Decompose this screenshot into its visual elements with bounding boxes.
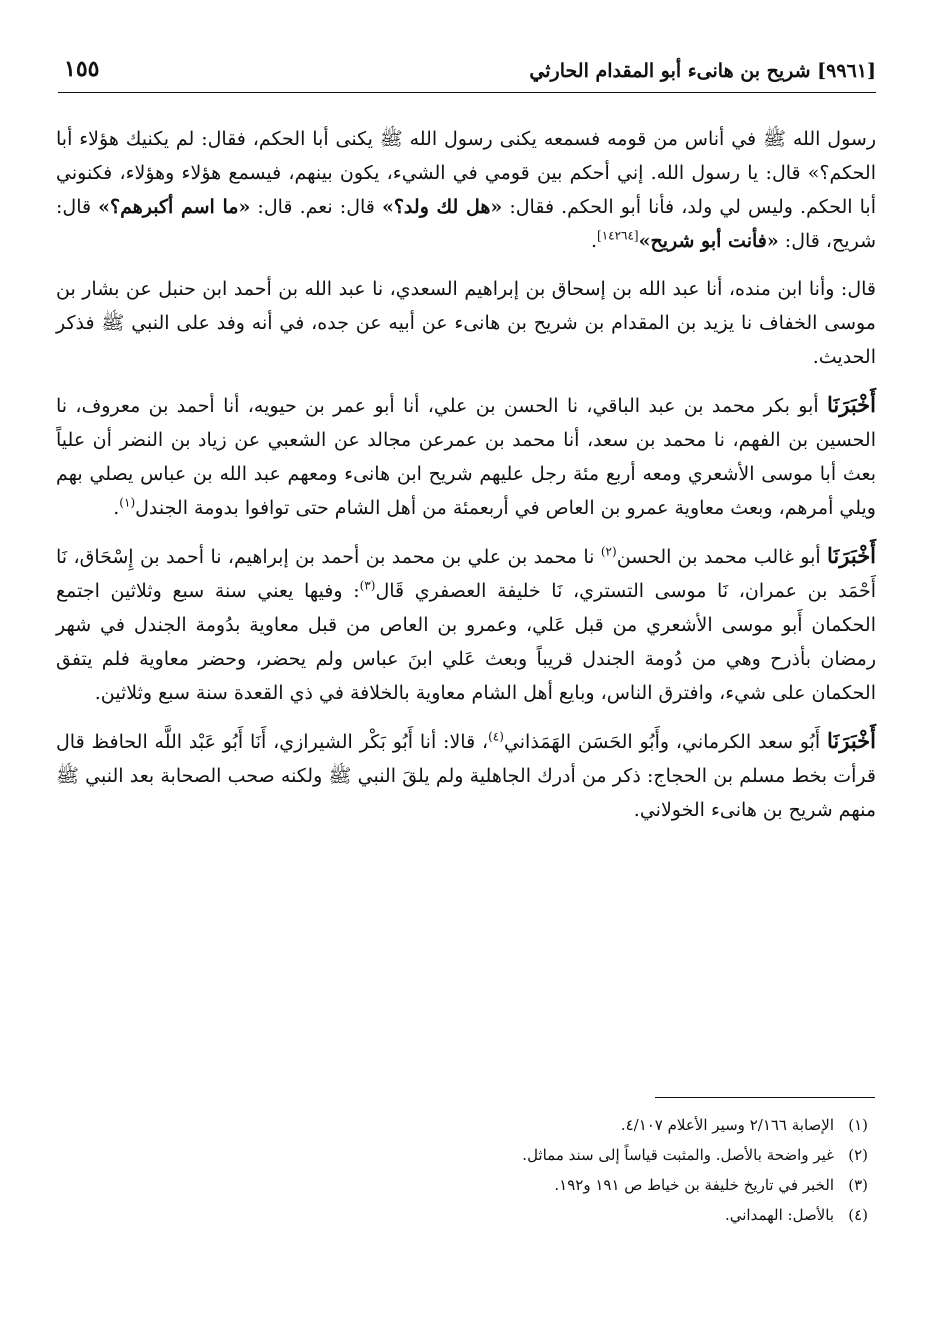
header-divider [58, 92, 876, 93]
paragraph-1 [56, 122, 876, 258]
quoted-speech: «فأنت أبو شريح» [638, 230, 779, 252]
footnote-ref[interactable]: (٢) [600, 544, 617, 559]
paragraph-text: قال: نعم. قال: [250, 196, 382, 218]
footnote-text: بالأصل: الهمداني. [724, 1206, 834, 1224]
footnote-ref[interactable]: (٤) [488, 729, 504, 744]
footnote-mark: (١) [848, 1116, 868, 1134]
paragraph-text: أبو بكر محمد بن عبد الباقي، نا الحسن بن علي، أنا أبو عمر بن حيويه، أنا أحمد بن معروف، نا الحسين بن الفهم، نا محمد بن سعد، أنا محمد بن عمرعن مجالد عن الشعبي عن زياد بن النضر أن علياً بعث أبا موسى الأشعري ومعه أربع مئة رجل عليهم شريح ابن هانىء ومعهم عبد الله بن عباس يصلي بهم ويلي أمرهم، وبعث معاوية عمرو بن العاص في أربعمئة من أهل الشام حتى توافوا بدومة الجندل [56, 395, 876, 519]
hadith-number: [١٤٢٦٤] [597, 228, 639, 243]
main-text [56, 122, 876, 841]
paragraph-text: قال: وأنا ابن منده، أنا عبد الله بن إسحاق بن إبراهيم السعدي، نا عبد الله بن أحمد ابن حنبل عن بشار بن موسى الخفاف نا يزيد بن المقدام بن شريح بن هانىء عن أبيه عن جده، في أنه وفد على النبي ﷺ فذكر الحديث. [56, 278, 876, 368]
footnote-ref[interactable]: (٣) [359, 578, 376, 593]
footnote-text: غير واضحة بالأصل. والمثبت قياساً إلى سند مماثل. [522, 1146, 834, 1164]
paragraph-5 [56, 724, 876, 827]
running-title: [٩٩٦١] شريح بن هانىء أبو المقدام الحارثي [529, 60, 876, 82]
paragraph-text: نا محمد بن علي بن محمد بن أحمد بن إبراهيم، نا أحمد بن إِسْحَاق، نَا أَحْمَد بن عمران، نَا موسى التستري، نَا خليفة العصفري قَال [56, 546, 876, 602]
footnote-text: الخبر في تاريخ خليفة بن خياط ص ١٩١ و١٩٢. [554, 1176, 834, 1194]
footnote-item [58, 1170, 868, 1200]
paragraph-3 [56, 388, 876, 525]
footnote-text: الإصابة ٢/١٦٦ وسير الأعلام ٤/١٠٧. [620, 1116, 834, 1134]
akhbarana-lead: أَخْبَرَنَا [827, 392, 876, 417]
paragraph-text: ، قالا: أنا أَبُو بَكْر الشيرازي، أَنَا أَبُو عَبْد اللَّه الحافظ قال قرأت بخط مسلم بن الحجاج: ذكر من أدرك الجاهلية ولم يلقَ النبي ﷺ ولكنه صحب الصحابة بعد النبي ﷺ منهم شريح بن هانىء الخولاني. [56, 731, 876, 821]
footnote-mark: (٣) [848, 1176, 868, 1194]
paragraph-text: أَبُو سعد الكرماني، وأَبُو الحَسَن الهَمَذاني [503, 731, 828, 753]
footnote-mark: (٢) [848, 1146, 868, 1164]
akhbarana-lead: أَخْبَرَنَا [827, 543, 877, 568]
paragraph-text: . [590, 230, 597, 252]
page-header [58, 56, 876, 90]
paragraph-text: قال: شريح، قال: [56, 196, 876, 252]
footnote-item [58, 1140, 868, 1170]
footnote-ref[interactable]: (١) [119, 495, 136, 510]
paragraph-text: رسول الله ﷺ في أناس من قومه فسمعه يكنى رسول الله ﷺ يكنى أبا الحكم، فقال: لم يكنيك هؤلاء أبا الحكم؟» قال: يا رسول الله. إني أحكم بين قومي في الشيء، يكون بينهم، فيسمع هؤلاء وهؤلاء، فكنوني أبا الحكم. وليس لي ولد، فأنا أبو الحكم. فقال: [56, 128, 877, 218]
footnote-item [58, 1110, 868, 1140]
paragraph-text: : وفيها يعني سنة سبع وثلاثين اجتمع الحكمان أَبو موسى الأشعري من قبل عَلي، وعمرو بن العاص من قبل معاوية بدُومة الجندل في شهر رمضان بأذرح وهي من دُومة الجندل قريباً وبعث عَلي ابنَ عباس ولم يحضر، وحضر معاوية فلم يتفق الحكمان على شيء، وافترق الناس، وبايع أهل الشام معاوية بالخلافة في ذي القعدة سنة سبع وثلاثين. [56, 580, 876, 704]
footnotes [58, 1110, 868, 1230]
footnote-item [58, 1200, 868, 1230]
footnote-mark: (٤) [848, 1206, 868, 1224]
footnote-divider [655, 1097, 875, 1098]
paragraph-4 [56, 539, 876, 710]
quoted-speech: «هل لك ولد؟» [381, 196, 503, 218]
paragraph-text: أبو غالب محمد بن الحسن [616, 546, 828, 568]
quoted-speech: «ما اسم أكبرهم؟» [98, 196, 251, 218]
paragraph-2 [56, 272, 876, 374]
akhbarana-lead: أَخْبَرَنَا [827, 728, 876, 753]
page-number: ١٥٥ [64, 56, 100, 82]
paragraph-text: . [113, 497, 120, 519]
